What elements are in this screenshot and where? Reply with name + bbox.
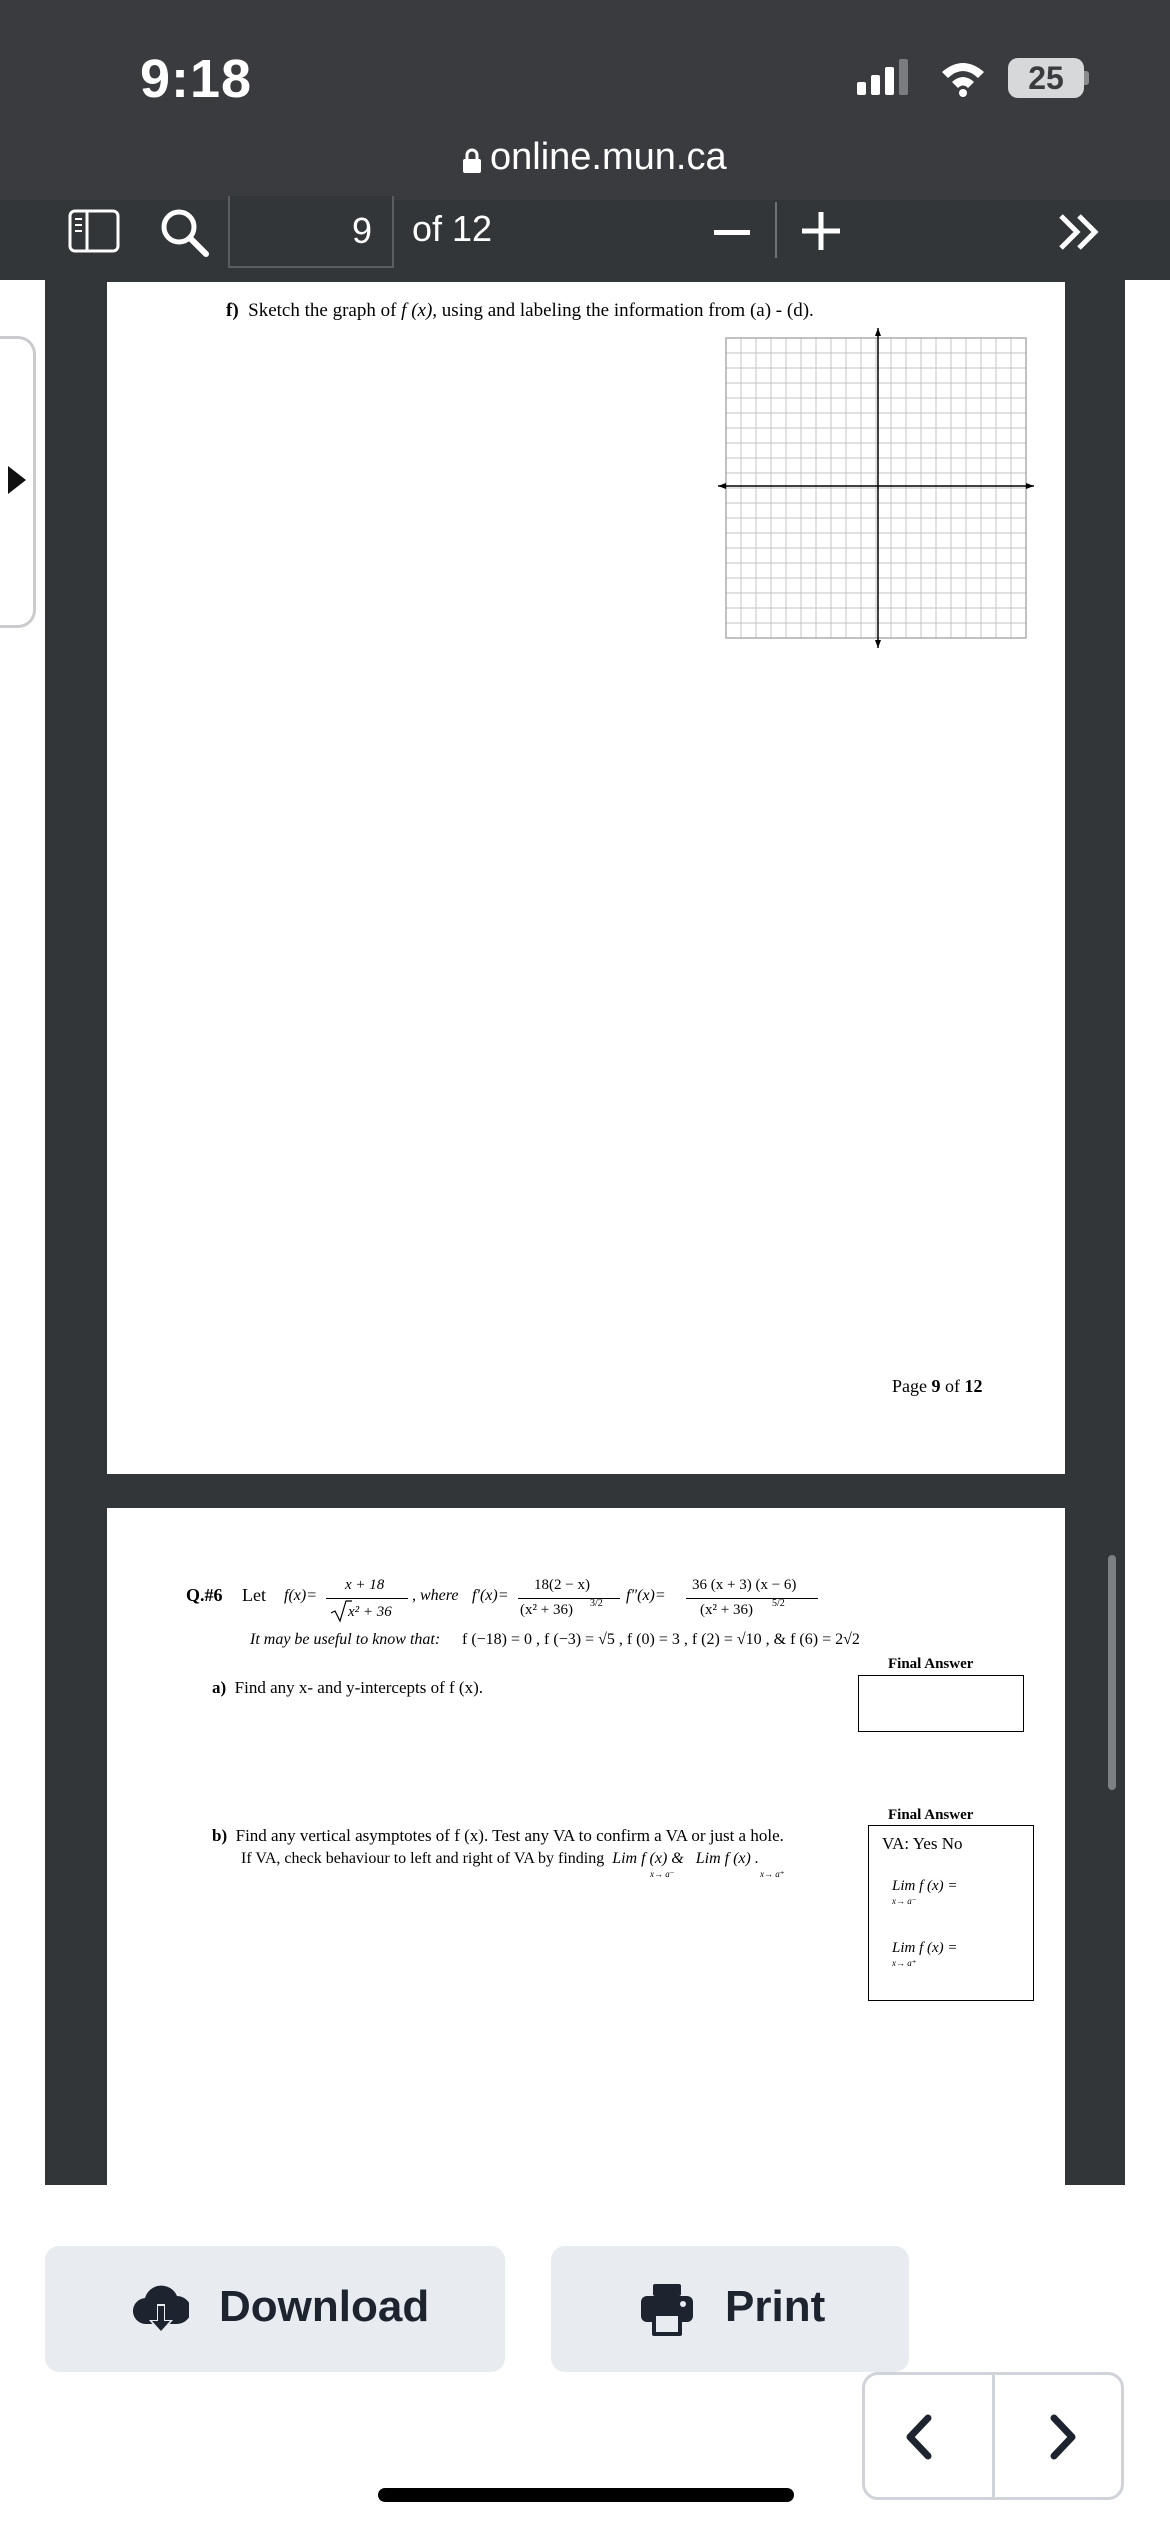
fprime-denominator: (x² + 36) <box>520 1602 573 1618</box>
final-answer-label-a: Final Answer <box>888 1656 974 1672</box>
question-6-label: Q.#6 <box>186 1585 223 1605</box>
fprime-lhs: f′(x)= <box>472 1587 509 1604</box>
limit-right-sub: x→ a⁺ <box>892 1958 917 1968</box>
final-answer-box-a <box>858 1675 1024 1732</box>
home-indicator[interactable] <box>378 2488 794 2502</box>
question-f: f) Sketch the graph of f (x), using and labeling the information from (a) - (d). <box>226 300 814 321</box>
sidebar-toggle-icon[interactable] <box>68 209 120 253</box>
page-number-input[interactable]: 9 <box>228 196 394 268</box>
page-total-label: of 12 <box>412 208 493 249</box>
print-button[interactable] <box>551 2246 909 2372</box>
expand-arrow-icon[interactable] <box>8 466 26 494</box>
lock-icon <box>462 148 482 174</box>
let-label: Let <box>242 1585 266 1605</box>
url-label[interactable]: online.mun.ca <box>490 136 727 178</box>
fx-numerator: x + 18 <box>345 1577 385 1593</box>
print-label: Print <box>725 2282 826 2331</box>
vertical-scrollbar[interactable] <box>1108 1555 1116 1790</box>
part-b-line2: If VA, check behaviour to left and right of VA by finding Lim f (x) & Lim f (x) . <box>241 1850 759 1867</box>
where-label: , where <box>412 1587 459 1604</box>
function-values: f (−18) = 0 , f (−3) = √5 , f (0) = 3 , f (2) = √10 , & f (6) = 2√2 <box>462 1631 860 1648</box>
more-options-chevron-icon[interactable] <box>1055 212 1105 252</box>
va-yes-no: VA: Yes No <box>882 1834 963 1853</box>
download-button[interactable] <box>45 2246 505 2372</box>
battery-level: 25 <box>1028 60 1064 96</box>
nav-divider <box>992 2374 995 2498</box>
next-page-chevron-icon[interactable] <box>1046 2414 1080 2460</box>
sketch-grid <box>718 328 1034 648</box>
fdoubleprime-denominator: (x² + 36) <box>700 1602 753 1618</box>
status-time: 9:18 <box>140 49 253 109</box>
part-b-lim2-sub: x→ a⁺ <box>760 1869 785 1879</box>
part-a: a) Find any x- and y-intercepts of f (x). <box>212 1678 483 1697</box>
download-label: Download <box>219 2282 430 2331</box>
zoom-in-button[interactable] <box>800 210 842 252</box>
part-b-lim1-sub: x→ a⁻ <box>650 1869 675 1879</box>
fx-denominator: x² + 36 <box>348 1604 392 1620</box>
cloud-download-icon <box>133 2284 189 2336</box>
limit-left-sub: x→ a⁻ <box>892 1896 917 1906</box>
part-b: b) Find any vertical asymptotes of f (x). Test any VA to confirm a VA or just a hole. <box>212 1826 784 1845</box>
wifi-icon <box>938 58 988 98</box>
fx-lhs: f(x)= <box>284 1587 317 1604</box>
fprime-exponent: 3/2 <box>590 1598 603 1609</box>
zoom-divider <box>775 202 777 258</box>
useful-hint: It may be useful to know that: <box>250 1631 441 1648</box>
printer-icon <box>639 2282 695 2338</box>
fdoubleprime-exponent: 5/2 <box>772 1598 785 1609</box>
fprime-numerator: 18(2 − x) <box>534 1577 590 1593</box>
limit-left: Lim f (x) = <box>892 1878 958 1894</box>
zoom-out-button[interactable] <box>714 230 750 235</box>
page-footer: Page 9 of 12 <box>892 1376 983 1396</box>
final-answer-label-b: Final Answer <box>888 1807 974 1823</box>
limit-right: Lim f (x) = <box>892 1940 958 1956</box>
cellular-signal-icon <box>855 58 915 96</box>
fdoubleprime-numerator: 36 (x + 3) (x − 6) <box>692 1577 797 1593</box>
fdoubleprime-lhs: f″(x)= <box>626 1587 666 1604</box>
battery-icon <box>1008 58 1090 98</box>
search-icon[interactable] <box>158 206 210 258</box>
previous-page-chevron-icon[interactable] <box>902 2414 936 2460</box>
